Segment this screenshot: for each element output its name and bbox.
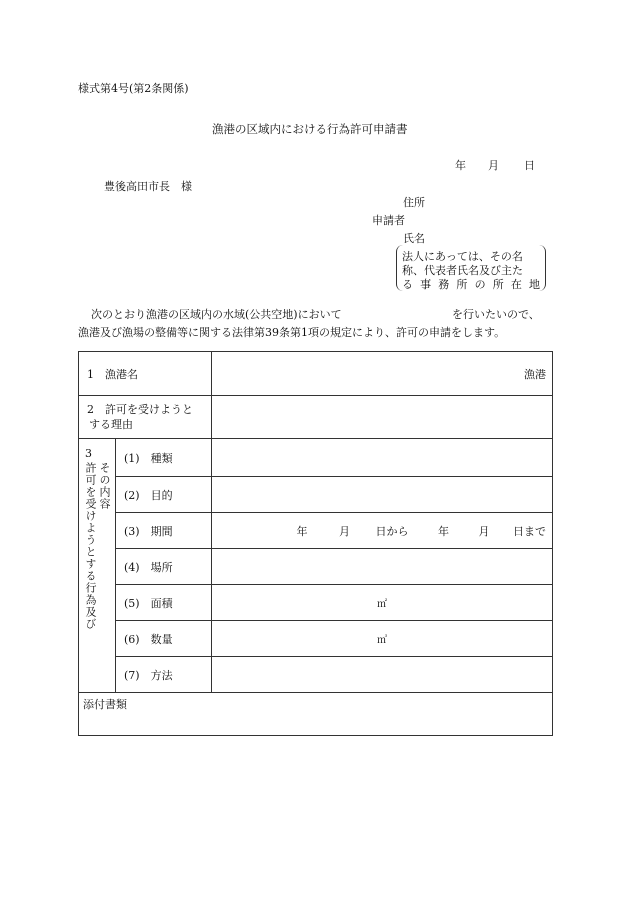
table-row xyxy=(79,657,553,693)
applicant-label: 申請者 xyxy=(372,214,405,227)
item-purpose-field[interactable] xyxy=(212,477,553,513)
quantity-unit: ㎥ xyxy=(377,635,387,646)
vertical-label-col2: 許可を受けようとする行為及び xyxy=(84,462,97,630)
item-type-label: (1) 種類 xyxy=(116,439,212,477)
table-row xyxy=(79,439,553,477)
form-number: 様式第4号(第2条関係) xyxy=(78,82,189,95)
application-table xyxy=(78,351,553,736)
body-text-line1-end: を行いたいので、 xyxy=(452,308,540,321)
item-period-label: (3) 期間 xyxy=(116,513,212,549)
reason-label xyxy=(79,396,212,439)
fishing-port-field[interactable] xyxy=(212,352,553,396)
item-purpose-label: (2) 目的 xyxy=(116,477,212,513)
table-row xyxy=(79,621,553,657)
corporate-note-line-3: る事務所の所在地 xyxy=(402,278,540,291)
item-period-field[interactable] xyxy=(212,513,553,549)
table-row xyxy=(79,585,553,621)
table-row xyxy=(79,477,553,513)
corporate-note-line-2: 称、代表者氏名及び主た xyxy=(402,264,523,277)
table-row xyxy=(79,396,553,439)
table-row xyxy=(79,549,553,585)
item-area-field[interactable] xyxy=(212,585,553,621)
item-area-label: (5) 面積 xyxy=(116,585,212,621)
fishing-port-label: 1 漁港名 xyxy=(79,352,212,396)
table-row xyxy=(79,352,553,396)
item-quantity-field[interactable] xyxy=(212,621,553,657)
period-month2: 月 xyxy=(478,524,490,538)
section-3-number: 3 xyxy=(85,447,92,460)
item-type-field[interactable] xyxy=(212,439,553,477)
period-day2: 日まで xyxy=(513,524,546,538)
fishing-port-suffix: 漁港 xyxy=(524,367,546,381)
period-month1: 月 xyxy=(339,524,350,538)
body-text-line2: 漁港及び漁場の整備等に関する法律第39条第1項の規定により、許可の申請をします。 xyxy=(78,326,506,339)
item-location-label: (4) 場所 xyxy=(116,549,212,585)
reason-label-line2: する理由 xyxy=(89,418,133,431)
item-method-label: (7) 方法 xyxy=(116,657,212,693)
vertical-label-col1: その内容 xyxy=(98,462,111,510)
date-day-label: 日 xyxy=(524,159,535,172)
address-label: 住所 xyxy=(403,196,425,209)
date-month-label: 月 xyxy=(488,159,499,172)
item-method-field[interactable] xyxy=(212,657,553,693)
body-text-line1-start: 次のとおり漁港の区域内の水域(公共空地)において xyxy=(91,308,342,321)
addressee: 豊後高田市長 様 xyxy=(104,180,192,193)
period-year1: 年 xyxy=(296,524,308,538)
attachments-label: 添付書類 xyxy=(83,698,127,711)
area-unit: ㎡ xyxy=(377,599,387,610)
attachments-field[interactable] xyxy=(79,693,553,736)
period-day1: 日から xyxy=(375,524,409,538)
name-label: 氏名 xyxy=(403,232,425,245)
item-location-field[interactable] xyxy=(212,549,553,585)
table-row xyxy=(79,693,553,736)
table-row xyxy=(79,513,553,549)
reason-field[interactable] xyxy=(212,396,553,439)
page-title: 漁港の区域内における行為許可申請書 xyxy=(212,122,408,136)
item-quantity-label: (6) 数量 xyxy=(116,621,212,657)
corporate-note-line-1: 法人にあっては、その名 xyxy=(402,250,523,263)
period-year2: 年 xyxy=(438,524,449,538)
date-year-label: 年 xyxy=(455,159,466,172)
action-details-label xyxy=(79,439,116,693)
reason-label-line1: 2 許可を受けようと xyxy=(87,403,193,416)
